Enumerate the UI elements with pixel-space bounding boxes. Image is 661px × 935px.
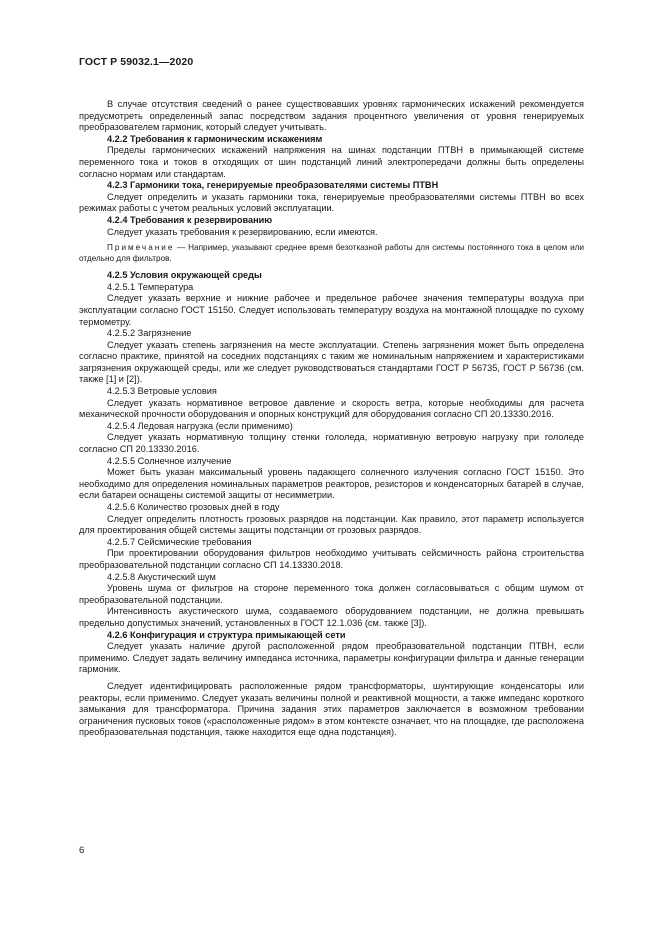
subsection-heading-4-2-5-5: 4.2.5.5 Солнечное излучение <box>107 455 232 466</box>
paragraph: Следует определить плотность грозовых разрядов на подстанции. Как правило, этот параметр используется для проектирования общей системы защиты подстанции от грозовых разрядов. <box>79 513 584 536</box>
subsection-heading-4-2-5-6: 4.2.5.6 Количество грозовых дней в году <box>107 502 280 512</box>
page-number: 6 <box>79 845 85 856</box>
paragraph: Следует указать нормативное ветровое давление и скорость ветра, которые необходимы для расчета механической прочности оборудования и опорных конструкций для оборудования согласно СП 20.13330.2016. <box>79 397 584 420</box>
paragraph: Следует идентифицировать расположенные рядом трансформаторы, шунтирующие конденсаторы или реакторы, если применимо. Следует указать величины полной и реактивной мощности, а также импеданс короткого замыкания для трансформатора. Причина задания этих параметров заключается в возможном требовании ограничения пусковых токов («расположенные рядом» в этом контексте означает, что на площадке, где расположена преобразовательная подстанция, также находится еще одна подстанция). <box>79 680 584 738</box>
paragraph: Следует определить и указать гармоники тока, генерируемые преобразователями системы ПТВН во всех режимах работы с учетом реальных условий эксплуатации. <box>79 191 584 214</box>
paragraph: Следует указать степень загрязнения на месте эксплуатации. Степень загрязнения может быть определена согласно практике, принятой на соседних подстанциях с таким же номинальным напряжением и характеристиками загрязнения окружающей среды, или же следует руководствоваться стандартами ГОСТ Р 56735, ГОСТ Р 56736 (см. также [1] и [2]). <box>79 339 584 385</box>
subsection-heading-4-2-5-3: 4.2.5.3 Ветровые условия <box>107 386 217 397</box>
paragraph: Следует указать верхние и нижние рабочее и предельное рабочее значения температуры воздуха при эксплуатации согласно ГОСТ 15150. Следует использовать температуру воздуха на монтажной площадке по сухому термометру. <box>79 293 584 327</box>
section-heading-4-2-3: 4.2.3 Гармоники тока, генерируемые преобразователями системы ПТВН <box>107 180 439 191</box>
subsection-heading-4-2-5-2: 4.2.5.2 Загрязнение <box>107 328 192 339</box>
note-label: Примечание <box>107 243 175 253</box>
document-body <box>79 99 584 739</box>
paragraph: Пределы гармонических искажений напряжения на шинах подстанции ПТВН в примыкающей системе переменного тока и токов в отходящих от шин подстанций линий электропередачи должны быть определены согласно нормам или стандартам. <box>79 145 584 179</box>
document-code: ГОСТ Р 59032.1—2020 <box>79 56 194 68</box>
section-heading-4-2-4: 4.2.4 Требования к резервированию <box>107 214 273 225</box>
note-text: — Например, указывают среднее время безотказной работы для системы постоянного тока в целом или отдельно для фильтров. <box>79 243 584 264</box>
subsection-heading-4-2-5-1: 4.2.5.1 Температура <box>107 281 194 292</box>
subsection-heading-4-2-5-7: 4.2.5.7 Сейсмические требования <box>107 536 252 547</box>
section-heading-4-2-6: 4.2.6 Конфигурация и структура примыкающей сети <box>107 629 346 640</box>
subsection-heading-4-2-5-4: 4.2.5.4 Ледовая нагрузка (если применимо) <box>107 420 293 431</box>
paragraph: Следует указать требования к резервированию, если имеются. <box>107 226 378 237</box>
paragraph: Может быть указан максимальный уровень падающего солнечного излучения согласно ГОСТ 15150. Это необходимо для определения номинальных параметров реакторов, резисторов и конденсаторных батарей в случае, если батареи оснащены системой защиты от несимметрии. <box>79 467 584 501</box>
section-heading-4-2-5: 4.2.5 Условия окружающей среды <box>107 270 262 281</box>
note <box>79 242 584 264</box>
paragraph: Интенсивность акустического шума, создаваемого оборудованием подстанции, не должна превышать предельно допустимых значений, установленных в ГОСТ 12.1.036 (см. также [3]). <box>79 606 584 628</box>
paragraph: В случае отсутствия сведений о ранее существовавших уровнях гармонических искажений рекомендуется предусмотреть определенный запас посредством задания процентного увеличения от уровня генерируемых преобразователем гармоник, который следует учитывать. <box>79 99 584 133</box>
paragraph: Следует указать наличие другой расположенной рядом преобразовательной подстанции ПТВН, если применимо. Следует задать величину импеданса источника, параметры конфигурации фильтра и данные генерации гармоник. <box>79 641 584 675</box>
paragraph: При проектировании оборудования фильтров необходимо учитывать сейсмичность района строительства преобразовательной подстанции согласно СП 14.13330.2018. <box>79 548 584 570</box>
paragraph: Следует указать нормативную толщину стенки гололеда, нормативную ветровую нагрузку при гололеде согласно СП 20.13330.2016. <box>79 432 584 455</box>
paragraph: Уровень шума от фильтров на стороне переменного тока должен согласовываться с общим шумом от преобразовательной подстанции. <box>79 583 584 605</box>
subsection-heading-4-2-5-8: 4.2.5.8 Акустический шум <box>107 571 216 582</box>
section-heading-4-2-2: 4.2.2 Требования к гармоническим искажениям <box>107 133 323 144</box>
